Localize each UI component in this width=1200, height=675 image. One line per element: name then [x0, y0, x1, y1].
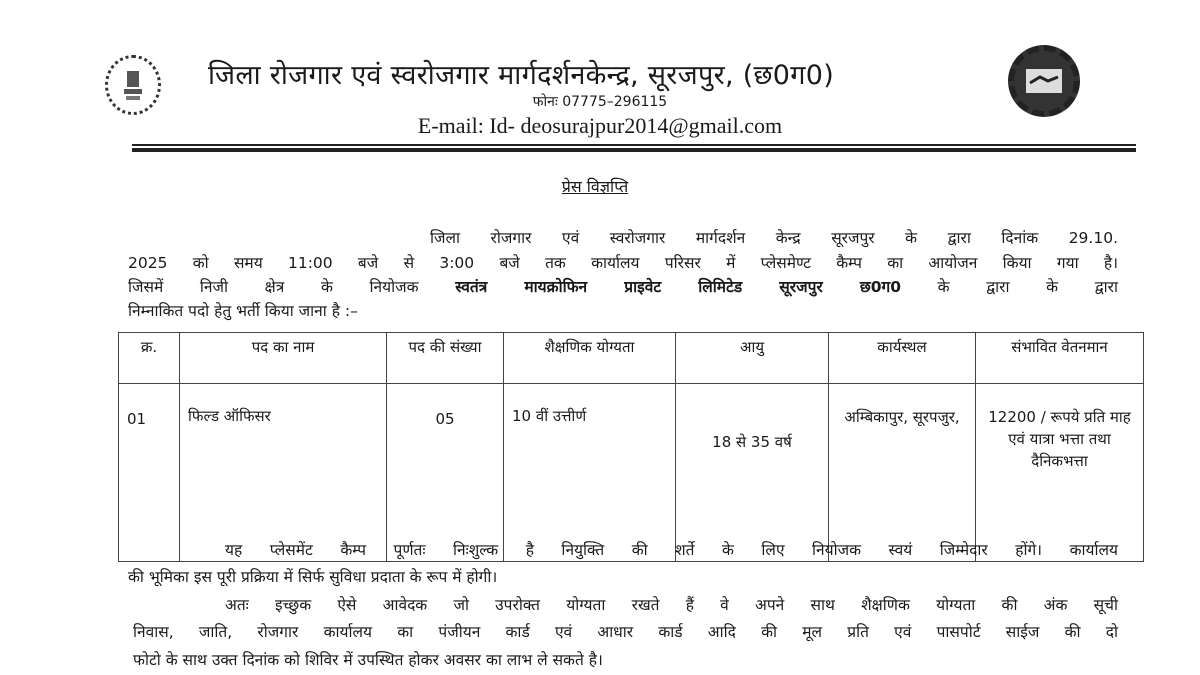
- intro-line-text: जिसमें निजी क्षेत्र के नियोजक: [128, 278, 419, 296]
- press-release-heading: प्रेस विज्ञप्ति: [561, 177, 629, 196]
- intro-line-suffix: के द्वारा के द्वारा: [937, 278, 1118, 296]
- cell-post-name: फिल्ड ऑफिसर: [180, 384, 387, 562]
- closing-line: यह प्लेसमेंट कैम्प पूर्णतः निःशुल्क है नियुक्ति की शर्ते के लिए नियोजक स्वयं जिम्मेदार होंगे। कार्यालय: [225, 541, 1118, 559]
- cell-salary: 12200 / रूपये प्रति माह एवं यात्रा भत्ता तथा दैनिकभत्ता: [976, 384, 1144, 562]
- header-divider-thick: [132, 148, 1136, 152]
- column-header: आयु: [676, 333, 829, 384]
- closing-line: अतः इच्छुक ऐसे आवेदक जो उपरोक्त योग्यता रखते हैं वे अपने साथ शैक्षणिक योग्यता की अंक सूची: [225, 596, 1118, 614]
- closing-line: की भूमिका इस पूरी प्रक्रिया में सिर्फ सुविधा प्रदाता के रूप में होगी।: [128, 568, 498, 586]
- cell-serial: 01: [119, 384, 180, 562]
- table-header-row: [119, 333, 1144, 384]
- column-header: कार्यस्थल: [829, 333, 976, 384]
- intro-line: निम्नाकित पदो हेतु भर्ती किया जाना है :–: [128, 302, 358, 320]
- handshake-icon: [1026, 69, 1062, 93]
- intro-line: जिला रोजगार एवं स्वरोजगार मार्गदर्शन केन्द्र सूरजपुर के द्वारा दिनांक 29.10.: [430, 229, 1118, 247]
- column-header: पद का नाम: [180, 333, 387, 384]
- column-header: क्र.: [119, 333, 180, 384]
- cell-post-count: 05: [387, 384, 504, 562]
- cell-age: 18 से 35 वर्ष: [676, 384, 829, 562]
- office-title: जिला रोजगार एवं स्वरोजगार मार्गदर्शनकेन्द्र, सूरजपुर, (छ0ग0): [208, 60, 835, 91]
- intro-line-employer: [128, 275, 1118, 297]
- closing-line: फोटो के साथ उक्त दिनांक को शिविर में उपस्थित होकर अवसर का लाभ ले सकते है।: [133, 651, 603, 669]
- cell-qualification: 10 वीं उत्तीर्ण: [504, 384, 676, 562]
- header-divider: [132, 144, 1136, 146]
- email-address: E-mail: Id- deosurajpur2014@gmail.com: [417, 113, 783, 138]
- vacancy-table: [118, 332, 1144, 562]
- employer-name: स्वतंत्र मायक्रोफिन प्राइवेट लिमिटेड सूरजपुर छ0ग0: [455, 278, 902, 296]
- column-header: संभावित वेतनमान: [976, 333, 1144, 384]
- intro-line: 2025 को समय 11:00 बजे से 3:00 बजे तक कार्यालय परिसर में प्लेसमेण्ट कैम्प का आयोजन किया गया है।: [128, 254, 1118, 272]
- cell-workplace: अम्बिकापुर, सूरपजुर,: [829, 384, 976, 562]
- phone-number: फोनः 07775–296115: [532, 94, 668, 110]
- table-row: [119, 384, 1144, 562]
- column-header: शैक्षणिक योग्यता: [504, 333, 676, 384]
- closing-line: निवास, जाति, रोजगार कार्यालय का पंजीयन कार्ड एवं आधार कार्ड आदि की मूल प्रति एवं पासपोर्ट साईज की दो: [133, 623, 1118, 641]
- column-header: पद की संख्या: [387, 333, 504, 384]
